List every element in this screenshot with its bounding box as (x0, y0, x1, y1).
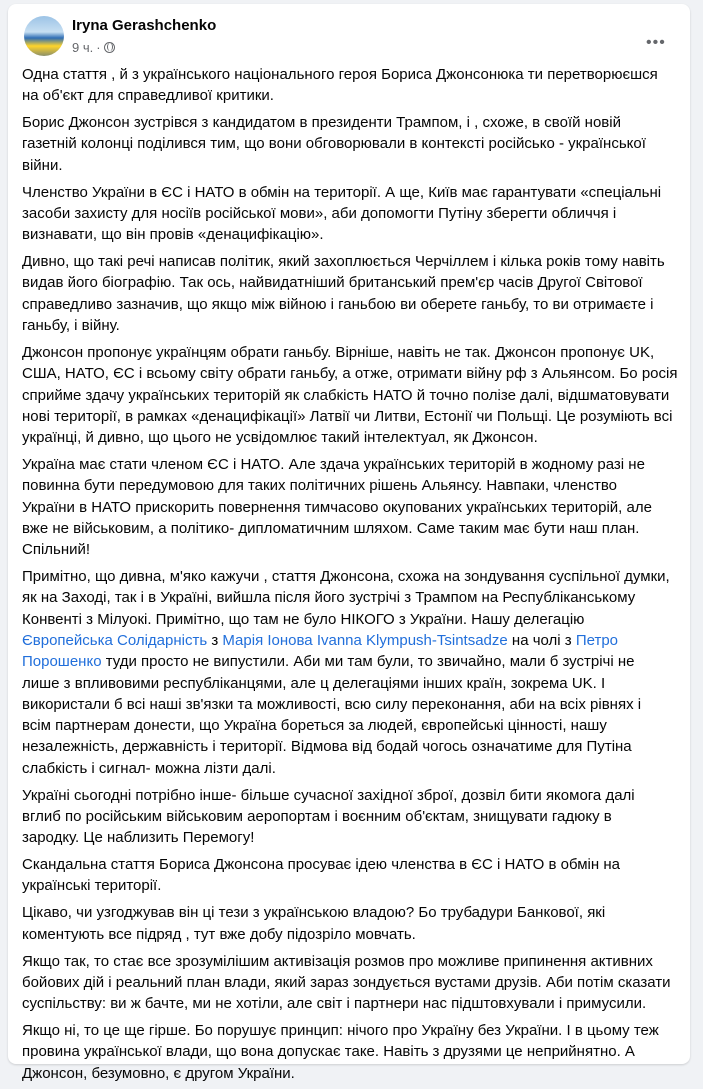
text-line: Одна стаття , й з українського національного героя Бориса Джонсонюка ти перетворюєшся (22, 66, 658, 83)
text-line: Членство України в ЄС і НАТО в обмін на території. А ще, Київ має гарантувати «спеціальні (22, 183, 662, 201)
text-line: Дивно, що такі речі написав політик, який захоплюється Черчіллем і кілька років тому навіть (22, 253, 665, 271)
text-line: бойових дій і реальний план влади, який зараз зондується вустами друзів. Аби потім сказати (22, 973, 671, 991)
text-line: Якщо ні, то це ще гірше. Бо порушує принцип: нічого про Україну без України. І в цьому теж (22, 1022, 659, 1039)
post-paragraph (22, 182, 686, 246)
text-line: визнавати, що він провів «денацифікацію». (22, 226, 324, 244)
mention-link[interactable]: Ivanna Klympush-Tsintsadze (316, 631, 508, 649)
post-text (22, 64, 686, 1089)
text-line: сприйме здачу українських територій як слабкість НАТО й точно полізе далі, відшматовувати (22, 386, 670, 404)
post-paragraph (22, 951, 686, 1015)
mention-link[interactable]: Петро (575, 631, 619, 649)
mention-link[interactable]: Марія Іонова (222, 631, 313, 649)
text-line: Скандальна стаття Бориса Джонсона просуває ідею членства в ЄС і НАТО в обмін на (22, 856, 620, 874)
text-line: Спільний! (22, 541, 91, 559)
text-line: Цікаво, чи узгоджував він ці тези з українською владою? Бо трубадури Банкової, які (22, 904, 606, 922)
text-line: всім партнерам донести, що Україна бореться за людей, європейські цінності, нашу (22, 717, 607, 735)
mention-link[interactable]: Порошенко (22, 653, 102, 671)
text-line: ганьбу, і війну. (22, 317, 120, 335)
post-paragraph (22, 251, 686, 336)
text-line: засоби захисту для носіїв російської мови», аби допомогти Путіну зберегти обличчя і (22, 204, 617, 222)
text-line: Україна має стати членом ЄС і НАТО. Але здача українських територій в жодному разі не (22, 456, 645, 474)
more-options-icon[interactable]: ••• (646, 34, 666, 51)
post-paragraph (22, 566, 686, 779)
post-paragraph (22, 854, 686, 897)
text-line: лише з впливовими республіканцями, але ц делегаціями інших країн, зокрема UK. І (22, 674, 606, 692)
post-paragraph (22, 902, 686, 945)
text-line: Борис Джонсон зустрівся з кандидатом в президенти Трампом, і , схоже, в своїй новій (22, 114, 621, 132)
text-line: Джонсон, безумовно, є другом України. (22, 1064, 295, 1082)
text-line: незалежність, державність і території. Відмова від бодай чогось означатиме для Путіна (22, 738, 632, 756)
post-time[interactable]: 9 ч. (72, 40, 94, 55)
post-card (8, 4, 690, 1082)
post-paragraph (22, 454, 686, 560)
text-line (22, 651, 686, 672)
mention-link[interactable]: Європейська Солідарність (22, 631, 208, 649)
text-line: справедливо зазначив, що якщо між війною і ганьбою ви оберете ганьбу, то ви отримаєте і (22, 295, 654, 313)
text-segment: з (207, 631, 223, 649)
text-line: слабкість і сигнал- можна лізти далі. (22, 759, 276, 777)
text-line: провина української влади, що вона допускає таке. Навіть з друзями це неприйнятно. А (22, 1043, 635, 1061)
text-segment: туди просто не випустили. Аби ми там були, то звичайно, мали б зустрічі не (101, 653, 635, 671)
text-line: України в НАТО прискорить повернення тимчасово окупованих українських територій, але (22, 498, 652, 516)
text-line: зародку. Це наблизить Перемогу! (22, 829, 255, 847)
text-line: коментують все підряд , тут вже добу підозріло мовчать. (22, 925, 416, 943)
text-line: вже не військовим, а політико- дипломатичним шляхом. Саме таким має бути наш план. (22, 519, 640, 537)
text-line: використали б всі наші зв'язки та можливості, всю силу переконання, аби на всіх рівнях і (22, 695, 642, 713)
text-line: видав його біографію. Так ось, найвидатніший британський прем'єр часів Другої Світової (22, 274, 643, 292)
text-line: Конвенті з Мілуокі. Примітно, що там не було НІКОГО з України. Нашу делегацію (22, 610, 585, 628)
text-line: Якщо так, то стає все зрозумілішим активізація розмов про можливе припинення активних (22, 952, 653, 970)
author-name[interactable]: Iryna Gerashchenko (72, 17, 217, 34)
text-line: війни. (22, 156, 63, 174)
text-line (22, 630, 686, 651)
post-paragraph (22, 64, 686, 107)
text-line: українські території. (22, 877, 162, 895)
post-paragraph (22, 342, 686, 448)
text-line: Примітно, що дивна, м'яко кажучи , стаття Джонсона, схожа на зондування суспільної думки, (22, 568, 670, 586)
text-line: українці, й дивно, що цього не усвідомлює такий інтелектуал, як Джонсон. (22, 429, 538, 447)
text-segment: на чолі з (507, 631, 576, 649)
text-line: повинна бути передумовою для таких політичних рішень Альянсу. Навпаки, членство (22, 477, 617, 495)
globe-icon (104, 42, 115, 53)
meta-separator: · (96, 40, 101, 55)
text-line: США, НАТО, ЄС і всьому світу обрати ганьбу, а отже, отримати війну рф з Альянсом. Бо росія (22, 365, 678, 383)
text-line: суспільству: ви ж бачте, ми не хотіли, але світ і партнери нас підштовхували і примусили. (22, 995, 647, 1013)
text-line: вглиб по російським військовим аеропортам і воєнним об'єктам, знищувати гадюку в (22, 807, 612, 825)
text-line: Україні сьогодні потрібно інше- більше сучасної західної зброї, дозвіл бити якомога далі (22, 786, 635, 804)
post-paragraph (22, 1020, 686, 1084)
avatar[interactable] (24, 16, 64, 56)
text-line: Джонсон пропонує українцям обрати ганьбу. Вірніше, навіть не так. Джонсон пропонує UK, (22, 343, 655, 361)
text-line: нові території, в рамках «денацифікації» Латвії чи Литви, Естонії чи Польщі. Це розуміють всі (22, 407, 673, 425)
post-paragraph (22, 112, 686, 176)
post-meta (72, 40, 115, 55)
text-line: як на Заході, так і в Україні, вийшла після його зустрічі з Трампом на Республіканському (22, 589, 636, 607)
text-line: газетній колонці поділився тим, що вони обговорювали в контексті російсько - української (22, 135, 646, 153)
post-paragraph (22, 785, 686, 849)
text-line: на об'єкт для справедливої критики. (22, 87, 274, 105)
